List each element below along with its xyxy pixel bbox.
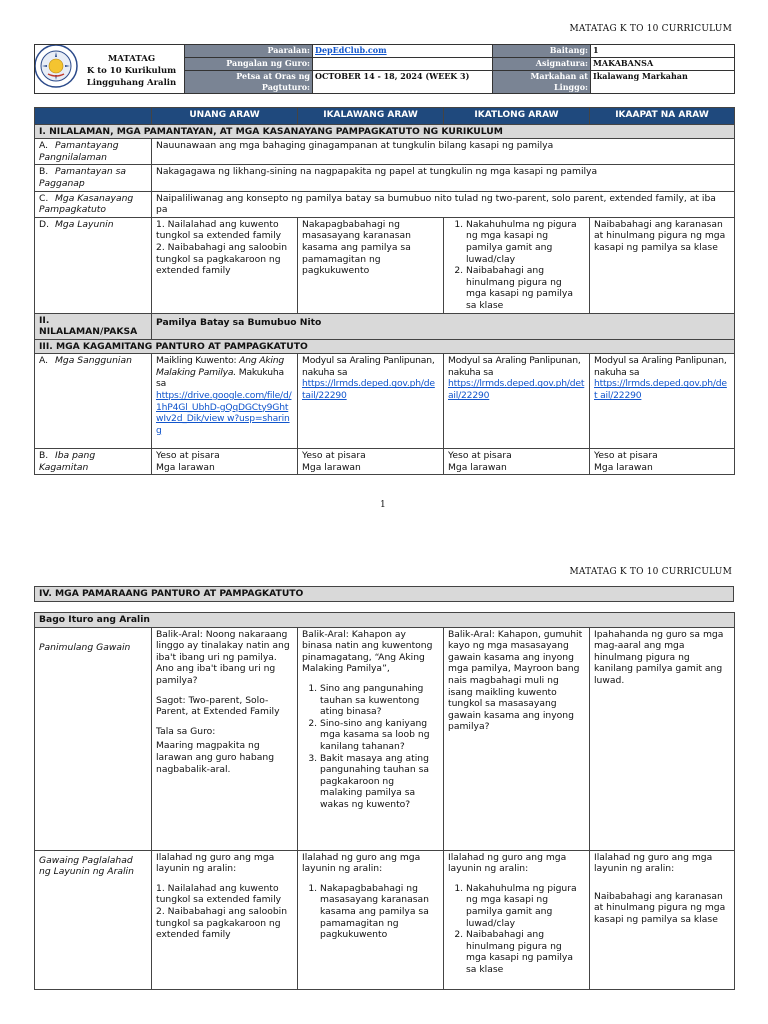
- layunin-day-3: [444, 217, 590, 313]
- curriculum-header-page-2: MATATAG K TO 10 CURRICULUM: [569, 567, 732, 577]
- list-item: 2. Naibabahagi ang saloobin tungkol sa pagkakaroon ng extended family: [156, 905, 288, 941]
- row-d-num: D.: [39, 218, 49, 230]
- list-item: 1. Nakapagbabahagi ng masasayang karanasan kasama ang pamilya sa pamamagitan ng pagkukuwento: [320, 883, 439, 941]
- row-b-label: Pamantayan sa Pagganap: [39, 166, 127, 189]
- curriculum-header: MATATAG K TO 10 CURRICULUM: [569, 24, 732, 34]
- pamaraan-table: [34, 612, 735, 990]
- lrmds-link-4[interactable]: https://lrmds.deped.gov.ph/det ail/22290: [594, 378, 727, 402]
- row-3a-label: Mga Sanggunian: [55, 355, 132, 367]
- lesson-header-table: [34, 44, 735, 94]
- baitang-label: Baitang:: [493, 45, 591, 58]
- section-2-text: Pamilya Batay sa Bumubuo Nito: [152, 313, 735, 339]
- kagamitan-day-2: Yeso at pisara Mga larawan: [298, 449, 444, 475]
- section-3-title: III. MGA KAGAMITANG PANTURO AT PAMPAGKATUTO: [35, 339, 735, 354]
- list-item: 2. Sino-sino ang kaniyang mga kasama sa loob ng kanilang tahanan?: [320, 718, 439, 753]
- sanggunian-day-3: Modyul sa Araling Panlipunan, nakuha sa https://lrmds.deped.gov.ph/det ail/22290: [444, 354, 590, 449]
- petsa-label: Petsa at Oras ng Pagtuturo:: [185, 71, 313, 94]
- row-b-num: B.: [39, 166, 49, 178]
- row-c-label: Mga Kasanayang Pampagkatuto: [39, 192, 134, 216]
- title-line-2: K to 10 Kurikulum: [86, 66, 177, 76]
- row-c-num: C.: [39, 192, 49, 204]
- sanggunian-day-4: Modyul sa Araling Panlipunan, nakuha sa https://lrmds.deped.gov.ph/det ail/22290: [590, 354, 735, 449]
- lrmds-link-3[interactable]: https://lrmds.deped.gov.ph/det ail/22290: [448, 378, 585, 402]
- drive-link[interactable]: https://drive.google.com/file/d/ 1hP4Gl_UbhD-gQqDGCty9GhtwIv2d_Dik/view w?usp=sharing: [156, 390, 292, 436]
- list-item: 2. Naibabahagi ang hinulmang pigura ng mga kasapi ng pamilya sa klase: [466, 929, 585, 975]
- page-number: 1: [380, 500, 386, 510]
- list-item: 1. Nailalahad ang kuwento tungkol sa extended family: [156, 882, 282, 906]
- kagamitan-day-1: Yeso at pisara Mga larawan: [152, 449, 298, 475]
- lesson-plan-table: [34, 107, 735, 475]
- section-1-title: I. NILALAMAN, MGA PAMANTAYAN, AT MGA KASANAYANG PAMPAGKATUTO NG KURIKULUM: [35, 124, 735, 139]
- row-3b-num: B.: [39, 450, 49, 462]
- gawain-day-1: Ilalahad ng guro ang mga layunin ng aralin: 1. Nailalahad ang kuwento tungkol sa extended family 2. Naibabahagi ang saloobin tungkol sa pagkakaroon ng extended family: [152, 850, 298, 989]
- guro-label: Pangalan ng Guro:: [185, 58, 313, 71]
- row-a-label: Pamantayang Pangnilalaman: [39, 140, 119, 163]
- asignatura-label: Asignatura:: [493, 58, 591, 71]
- row-3a-num: A.: [39, 355, 49, 367]
- layunin-day-2: Nakapagbabahagi ng masasayang karanasan kasama ang pamilya sa pamamagitan ng pagkukuwento: [298, 217, 444, 313]
- sanggunian-day-1: Maikling Kuwento: Ang Aking Malaking Pamilya. Makukuha sa https://drive.google.com/file/d/ 1hP4Gl_UbhD-gQqDGCty9GhtwIv2d_Dik/view w?usp=sharing: [152, 354, 298, 449]
- paaralan-label: Paaralan:: [185, 45, 313, 58]
- petsa-value: OCTOBER 14 - 18, 2024 (WEEK 3): [313, 71, 493, 94]
- kagamitan-day-4: Yeso at pisara Mga larawan: [590, 449, 735, 475]
- school-link[interactable]: DepEdClub.com: [315, 45, 387, 55]
- pamantayan-pagganap-text: Nakagagawa ng likhang-sining na nagpapakita ng papel at tungkulin ng mga kasapi ng pamilya: [152, 165, 735, 191]
- section-2-title: II. NILALAMAN/PAKSA: [35, 313, 152, 339]
- panimulang-gawain-label: Panimulang Gawain: [35, 627, 152, 850]
- bago-ituro-title: Bago Ituro ang Aralin: [35, 613, 735, 628]
- kagamitan-day-3: Yeso at pisara Mga larawan: [444, 449, 590, 475]
- gawaing-paglalahad-label: Gawaing Paglalahad ng Layunin ng Aralin: [35, 850, 152, 989]
- row-d-label: Mga Layunin: [55, 218, 114, 230]
- day-header-row: [35, 108, 735, 125]
- markahan-label: Markahan at Linggo:: [493, 71, 591, 94]
- list-item: 2. Naibabahagi ang hinulmang pigura ng mga kasapi ng pamilya sa klase: [466, 265, 585, 311]
- list-item: 1. Nakahuhulma ng pigura ng mga kasapi ng pamilya gamit ang luwad/clay: [466, 219, 585, 265]
- list-item: 1. Nailalahad ang kuwento tungkol sa extended family: [156, 218, 282, 242]
- markahan-value: Ikalawang Markahan: [591, 71, 735, 94]
- lrmds-link-2[interactable]: https://lrmds.deped.gov.ph/de tail/22290: [302, 378, 435, 402]
- panimulang-day-3: Balik-Aral: Kahapon, gumuhit kayo ng mga masasayang gawain kasama ang inyong mga pamilya, Mayroon bang nais magbahagi muli ng isang maikling kuwento tungkol sa masasayang gawain kasama ang inyong pamilya?: [444, 627, 590, 850]
- section-4-title-table: [34, 586, 734, 602]
- list-item: 1. Nakahuhulma ng pigura ng mga kasapi ng pamilya gamit ang luwad/clay: [466, 883, 585, 929]
- day-3-header: IKATLONG ARAW: [444, 108, 590, 125]
- panimulang-day-4: Ipahahanda ng guro sa mga mag-aaral ang mga hinulmang pigura ng kanilang pamilya gamit ang luwad.: [590, 627, 735, 850]
- guro-value: [313, 58, 493, 71]
- row-a-num: A.: [39, 140, 49, 152]
- gawain-day-2: Ilalahad ng guro ang mga layunin ng aralin: 1. Nakapagbabahagi ng masasayang karanasan kasama ang pamilya sa pamamagitan ng pagkukuwento: [298, 850, 444, 989]
- layunin-day-4: Naibabahagi ang karanasan at hinulmang pigura ng mga kasapi ng pamilya sa klase: [590, 217, 735, 313]
- kasanayang-pampagkatuto-text: Naipaliliwanag ang konsepto ng pamilya batay sa bumubuo nito tulad ng two-parent, solo parent, extended family, at iba pa: [152, 191, 735, 217]
- list-item: 1. Sino ang pangunahing tauhan sa kuwentong ating binasa?: [320, 683, 439, 718]
- layunin-day-1: [152, 217, 298, 313]
- day-1-header: UNANG ARAW: [152, 108, 298, 125]
- pamantayang-pangnilalaman-text: Nauunawaan ang mga bahaging ginagampanan at tungkulin bilang kasapi ng pamilya: [152, 139, 735, 165]
- panimulang-day-1: Balik-Aral: Noong nakaraang linggo ay tinalakay natin ang iba't ibang uri ng pamilya. Ano ang iba't ibang uri ng pamilya? Sagot: Two-parent, Solo-Parent, at Extended Family Tala sa Guro: Maaring magpakita ng larawan ang guro habang nagbabalik-aral.: [152, 627, 298, 850]
- asignatura-value: MAKABANSA: [591, 58, 735, 71]
- title-line-3: Lingguhang Aralin: [86, 78, 177, 88]
- row-3b-label: Iba pang Kagamitan: [39, 450, 96, 473]
- sanggunian-day-2: Modyul sa Araling Panlipunan, nakuha sa https://lrmds.deped.gov.ph/de tail/22290: [298, 354, 444, 449]
- section-4-title: IV. MGA PAMARAANG PANTURO AT PAMPAGKATUTO: [35, 587, 734, 602]
- baitang-value: 1: [591, 45, 735, 58]
- gawain-day-3: Ilalahad ng guro ang mga layunin ng aralin: 1. Nakahuhulma ng pigura ng mga kasapi ng pamilya gamit ang luwad/clay 2. Naibabahagi ang hinulmang pigura ng mga kasapi ng pamilya sa klase: [444, 850, 590, 989]
- title-line-1: MATATAG: [107, 54, 156, 64]
- list-item: 3. Bakit masaya ang ating pangunahing tauhan sa pagkakaroon ng malaking pamilya sa wakas ng kuwento?: [320, 753, 439, 811]
- title-block: [35, 45, 185, 94]
- day-4-header: IKAAPAT NA ARAW: [590, 108, 735, 125]
- gawain-day-4: Ilalahad ng guro ang mga layunin ng aralin: Naibabahagi ang karanasan at hinulmang pigura ng mga kasapi ng pamilya sa klase: [590, 850, 735, 989]
- day-2-header: IKALAWANG ARAW: [298, 108, 444, 125]
- panimulang-day-2: Balik-Aral: Kahapon ay binasa natin ang kuwentong pinamagatang, “Ang Aking Malaking Pamilya”, 1. Sino ang pangunahing tauhan sa kuwentong ating binasa? 2. Sino-sino ang kaniyang mga kasama sa loob ng kanilang tahanan? 3. Bakit masaya ang ating pangunahing tauhan sa pagkakaroon ng malaking pamilya sa wakas ng kuwento?: [298, 627, 444, 850]
- list-item: 2. Naibabahagi ang saloobin tungkol sa pagkakaroon ng extended family: [156, 241, 288, 277]
